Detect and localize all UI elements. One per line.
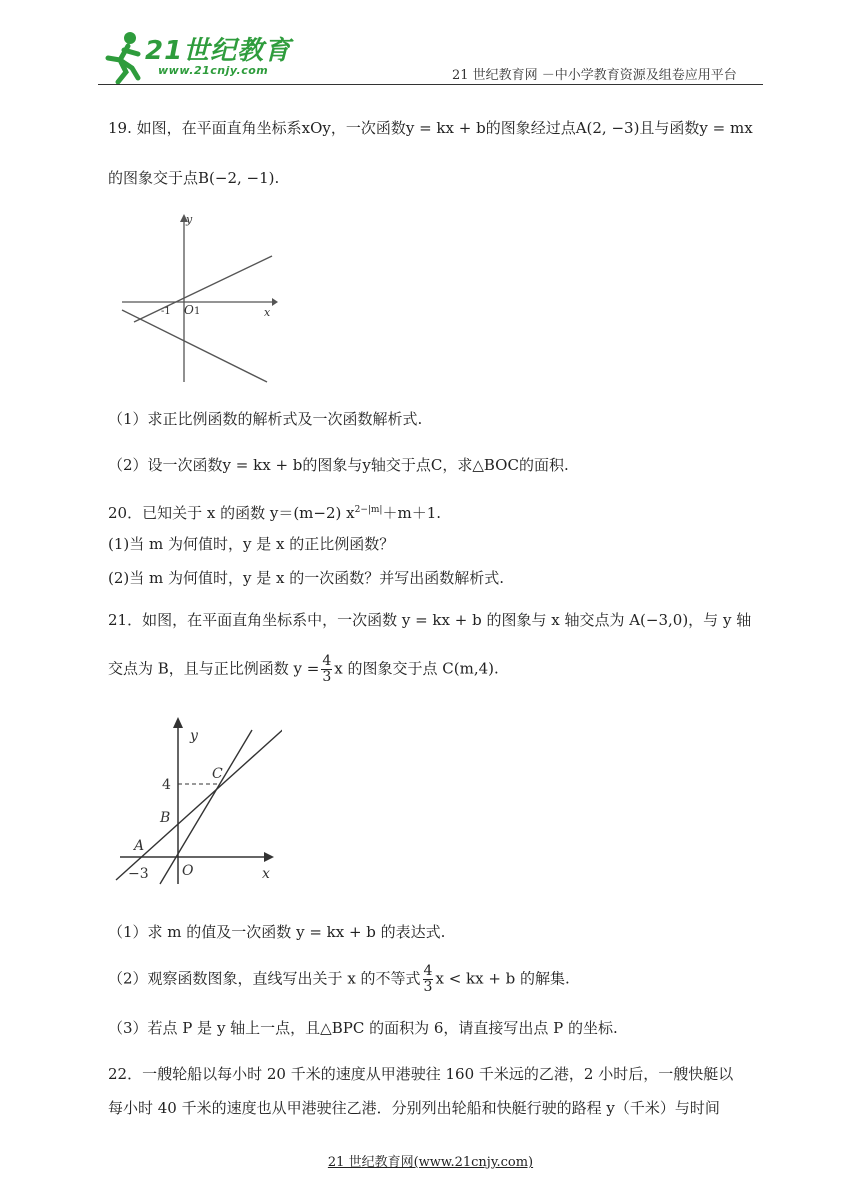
q21-part2: （2）观察函数图象，直线写出关于 x 的不等式 $\frac{4}{3}$ x < kx + b 的解集.: [108, 963, 570, 995]
q21-part2-fraction: $\frac{4}{3}$: [423, 963, 433, 995]
q21-part1: （1）求 m 的值及一次函数 y = kx + b 的表达式.: [108, 923, 446, 941]
q21-line1: 21．如图，在平面直角坐标系中，一次函数 y = kx + b 的图象与 x 轴交点为 A(−3,0)，与 y 轴: [108, 611, 752, 629]
q19-part1: （1）求正比例函数的解析式及一次函数解析式.: [108, 410, 423, 428]
runner-logo-icon: [98, 28, 148, 84]
q19-origin-label: O: [184, 303, 194, 317]
q21-origin-label: O: [182, 863, 194, 879]
q19-x-label: x: [264, 306, 271, 319]
q21-line-4-3x: [160, 730, 252, 884]
q21-graph: [112, 712, 282, 890]
q22-line1: 22．一艘轮船以每小时 20 千米的速度从甲港驶往 160 千米远的乙港，2 小时后，一艘快艇以: [108, 1065, 734, 1083]
q19-line1: 19. 如图，在平面直角坐标系xOy，一次函数y = kx + b的图象经过点A(2, −3)且与函数y = mx: [108, 119, 753, 137]
q21-point-a: A: [134, 838, 145, 854]
q19-graph: [112, 210, 282, 390]
q22-line2: 每小时 40 千米的速度也从甲港驶往乙港．分别列出轮船和快艇行驶的路程 y（千米）与时间: [108, 1099, 720, 1117]
q20-part1: (1)当 m 为何值时，y 是 x 的正比例函数？: [108, 535, 395, 553]
q21-line-kx-b: [116, 716, 282, 880]
q21-y-arrow-icon: [173, 717, 183, 728]
q21-line2: 交点为 B，且与正比例函数 y = $\frac{4}{3}$ x 的图象交于点 C(m,4).: [108, 653, 499, 685]
site-title: 21 世纪教育网 －中小学教育资源及组卷应用平台: [452, 68, 737, 83]
q19-y-label: y: [186, 213, 193, 226]
q21-y-label: y: [190, 728, 198, 744]
q20-exponent: 2−|m|: [354, 505, 383, 515]
q20-part2: (2)当 m 为何值时，y 是 x 的一次函数？并写出函数解析式.: [108, 569, 505, 587]
q21-fraction: $\frac{4}{3}$: [322, 653, 332, 685]
q20-line1: 20．已知关于 x 的函数 y＝(m−2) $x^{2-|m|}+m+1$.: [108, 504, 442, 522]
q19-line2: 的图象交于点B(−2, −1).: [108, 169, 280, 187]
q21-point-c: C: [212, 766, 223, 782]
q19-x-arrow-icon: [272, 298, 278, 306]
q21-tick-neg3: −3: [128, 866, 149, 882]
logo-url: www.21cnjy.com: [158, 64, 269, 77]
q19-line-kx-b: [122, 310, 267, 382]
q21-tick-4: 4: [162, 777, 171, 793]
q21-x-arrow-icon: [264, 852, 274, 862]
footer-link[interactable]: 21 世纪教育网(www.21cnjy.com): [327, 1155, 534, 1170]
q19-tick-neg1: -1: [161, 306, 171, 317]
q21-part3: （3）若点 P 是 y 轴上一点，且△BPC 的面积为 6，请直接写出点 P 的坐标.: [108, 1019, 618, 1037]
logo-text: 21世纪教育: [145, 36, 292, 66]
header-divider: [98, 84, 763, 85]
q19-part2: （2）设一次函数y = kx + b的图象与y轴交于点C，求△BOC的面积.: [108, 456, 569, 474]
q19-line-mx: [134, 256, 272, 322]
q21-x-label: x: [262, 866, 270, 882]
q19-tick-1: 1: [194, 306, 201, 317]
q21-point-b: B: [160, 810, 171, 826]
